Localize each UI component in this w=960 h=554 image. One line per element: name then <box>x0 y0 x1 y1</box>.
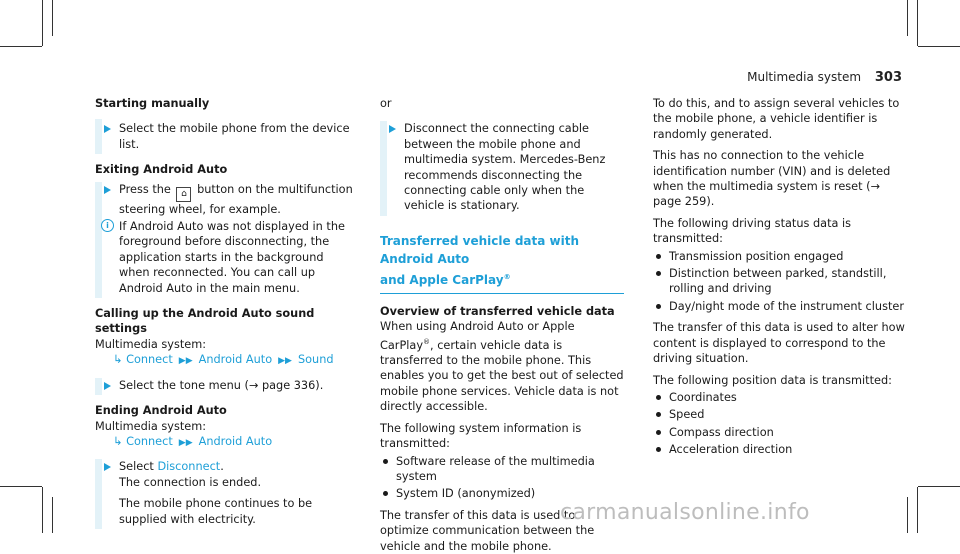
heading-overview: Overview of transferred vehicle data <box>380 304 615 318</box>
menu-path: ↳ Connect ▶▶ Android Auto ▶▶ Sound <box>113 353 334 367</box>
step-text: Disconnect the connecting cable between the mobile phone and multimedia system. Mercedes-Benz recommends disconnecting the connecting cable only when the vehicle is stationary. <box>404 121 624 213</box>
heading-exiting: Exiting Android Auto <box>95 163 228 177</box>
list-item: Software release of the multimedia system <box>380 454 624 485</box>
system-info-list <box>380 454 624 502</box>
list-item: Day/night mode of the instrument cluster <box>653 299 905 314</box>
step-text: Press the ⌂ button on the multifunction steering wheel, for example. <box>119 182 357 217</box>
column-2 <box>380 96 624 554</box>
heading-sound-settings: Calling up the Android Auto sound settings <box>95 307 315 336</box>
list-item: Distinction between parked, standstill, rolling and driving <box>653 266 905 297</box>
paragraph: The following driving status data is transmitted: <box>653 216 852 246</box>
crop-mark <box>917 487 918 533</box>
step-arrow-icon <box>104 125 111 133</box>
list-item: Transmission position engaged <box>653 249 905 264</box>
double-chevron-icon: ▶▶ <box>278 356 292 367</box>
menu-path-label: Multimedia system: <box>95 419 207 433</box>
crop-mark <box>918 486 960 487</box>
crop-mark <box>907 497 908 533</box>
menu-path-label: Multimedia system: <box>95 337 207 351</box>
paragraph: When using Android Auto or Apple CarPlay®, certain vehicle data is transferred to the mobile phone. This enables you to get the best out of selected mobile phone services. Vehicle data is not directly accessible. <box>380 320 624 414</box>
heading-ending: Ending Android Auto <box>95 404 227 418</box>
step-block <box>95 182 357 298</box>
driving-status-list <box>653 249 905 315</box>
list-item: System ID (anonymized) <box>380 486 624 501</box>
crop-mark <box>0 486 42 487</box>
step-text: Select Disconnect. <box>119 459 357 474</box>
page-number: 303 <box>874 70 902 85</box>
info-note: i If Android Auto was not displayed in the foreground before disconnecting, the application starts in the background when reconnected. You can call up Android Auto in the main menu. <box>119 219 357 296</box>
list-item: Compass direction <box>653 425 905 440</box>
watermark: carmanualsonline.info <box>560 500 810 525</box>
crop-mark <box>907 0 908 36</box>
column-3 <box>653 96 905 460</box>
paragraph: The following position data is transmitted: <box>653 373 892 387</box>
step-block <box>380 121 624 215</box>
step-text: Select the tone menu (→ page 336). <box>119 378 357 393</box>
menu-path: ↳ Connect ▶▶ Android Auto <box>113 434 273 448</box>
step-arrow-icon <box>104 463 111 471</box>
result-text: The mobile phone continues to be supplied with electricity. <box>119 497 313 526</box>
disconnect-link[interactable]: Disconnect <box>157 460 221 474</box>
section-heading: Transferred vehicle data with Android Auto and Apple CarPlay® <box>380 232 624 294</box>
crop-mark <box>52 497 53 533</box>
info-icon: i <box>101 219 114 232</box>
crop-mark <box>918 46 960 47</box>
section-title: Multimedia system <box>747 70 862 84</box>
step-block <box>95 378 357 395</box>
result-text: The connection is ended. <box>119 475 262 489</box>
step-text: Select the mobile phone from the device list. <box>119 121 357 152</box>
paragraph: The following system information is transmitted: <box>380 421 582 451</box>
step-arrow-icon <box>104 186 111 194</box>
or-text: or <box>380 97 392 110</box>
position-data-list <box>653 390 905 458</box>
paragraph: The transfer of this data is used to alter how content is displayed to correspond to the driving situation. <box>653 321 905 366</box>
crop-mark <box>52 0 53 36</box>
step-block <box>95 459 357 529</box>
list-item: Coordinates <box>653 390 905 405</box>
paragraph: To do this, and to assign several vehicles to the mobile phone, a vehicle identifier is randomly generated. <box>653 97 900 141</box>
double-chevron-icon: ▶▶ <box>178 356 193 367</box>
step-arrow-icon <box>104 382 111 390</box>
crop-mark <box>42 0 43 46</box>
column-1 <box>95 96 357 529</box>
heading-starting-manually: Starting manually <box>95 97 210 110</box>
crop-mark <box>917 0 918 46</box>
page-header <box>747 70 902 85</box>
paragraph: This has no connection to the vehicle identification number (VIN) and is deleted when the multimedia system is reset (→ page 259). <box>653 149 891 209</box>
list-item: Speed <box>653 407 905 422</box>
step-arrow-icon <box>389 125 396 133</box>
double-chevron-icon: ▶▶ <box>178 437 193 448</box>
paragraph: The transfer of this data is used to optimize communication between the vehicle and the mobile phone. <box>380 508 595 553</box>
crop-mark <box>42 487 43 533</box>
list-item: Acceleration direction <box>653 442 905 457</box>
home-icon: ⌂ <box>176 187 191 202</box>
crop-mark <box>0 46 42 47</box>
step-block <box>95 119 357 154</box>
